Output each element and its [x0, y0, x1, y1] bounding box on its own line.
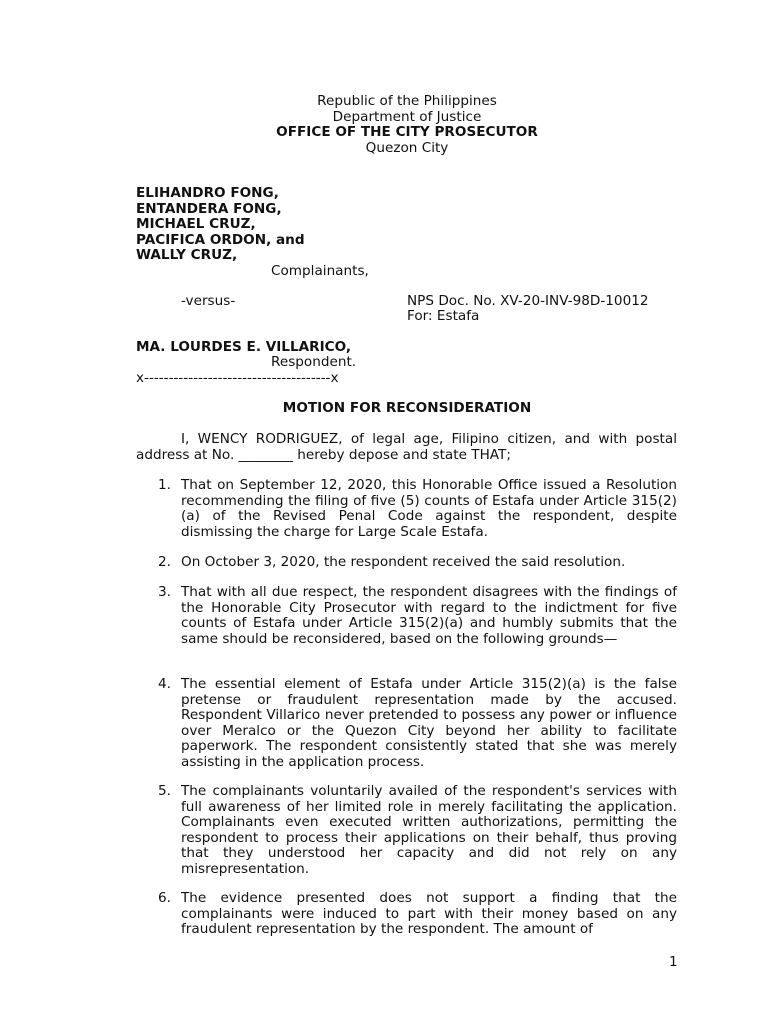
versus-label: -versus-: [181, 293, 236, 309]
item-number: 5.: [158, 783, 171, 799]
complainant-name: MICHAEL CRUZ,: [136, 216, 256, 232]
item-number: 1.: [158, 477, 171, 493]
complainants-role: Complainants,: [271, 263, 369, 279]
complainant-name: ENTANDERA FONG,: [136, 201, 282, 217]
case-doc-number: NPS Doc. No. XV-20-INV-98D-10012: [407, 293, 649, 309]
item-text: That with all due respect, the respondent disagrees with the findings of the Honorable City Prosecutor with regard to the indictment for five counts of Estafa under Article 315(2)(a) and humbly submits that the same should be reconsidered, based on the following grounds—: [181, 584, 677, 647]
item-text: That on September 12, 2020, this Honorable Office issued a Resolution recommending the filing of five (5) counts of Estafa under Article 315(2)(a) of the Revised Penal Code against the respondent, despite dismissing the charge for Large Scale Estafa.: [181, 477, 677, 540]
header-department: Department of Justice: [332, 109, 482, 125]
item-number: 4.: [158, 676, 171, 692]
header-office: OFFICE OF THE CITY PROSECUTOR: [276, 124, 538, 140]
item-text: The evidence presented does not support a finding that the complainants were induced to part with their money based on any fraudulent representation by the respondent. The amount of: [181, 890, 677, 938]
item-number: 3.: [158, 584, 171, 600]
respondent-name: MA. LOURDES E. VILLARICO,: [136, 339, 352, 355]
item-text: The essential element of Estafa under Article 315(2)(a) is the false pretense or fraudulent representation made by the accused. Respondent Villarico never pretended to possess any power or influence over Meralco or the Quezon City beyond her ability to facilitate paperwork. The respondent consistently stated that she was merely assisting in the application process.: [181, 676, 677, 770]
item-number: 2.: [158, 554, 171, 570]
complainant-name: ELIHANDRO FONG,: [136, 185, 279, 201]
complainant-name: WALLY CRUZ,: [136, 247, 238, 263]
case-charge: For: Estafa: [407, 308, 480, 324]
intro-paragraph: I, WENCY RODRIGUEZ, of legal age, Filipino citizen, and with postal address at No. ________ hereby depose and state THAT;: [136, 431, 677, 463]
complainant-name: PACIFICA ORDON, and: [136, 232, 305, 248]
item-number: 6.: [158, 890, 171, 906]
page-number: 1: [669, 954, 678, 970]
item-text: The complainants voluntarily availed of the respondent's services with full awareness of her limited role in merely facilitating the application. Complainants even executed written authorizations, permitting the respondent to process their applications on their behalf, thus proving that they understood her capacity and did not rely on any misrepresentation.: [181, 783, 677, 877]
caption-divider: x--------------------------------------x: [136, 370, 339, 386]
document-title: MOTION FOR RECONSIDERATION: [282, 400, 532, 416]
header-city: Quezon City: [365, 140, 449, 156]
respondent-role: Respondent.: [271, 354, 357, 370]
item-text: On October 3, 2020, the respondent received the said resolution.: [181, 554, 626, 570]
header-republic: Republic of the Philippines: [317, 93, 497, 109]
